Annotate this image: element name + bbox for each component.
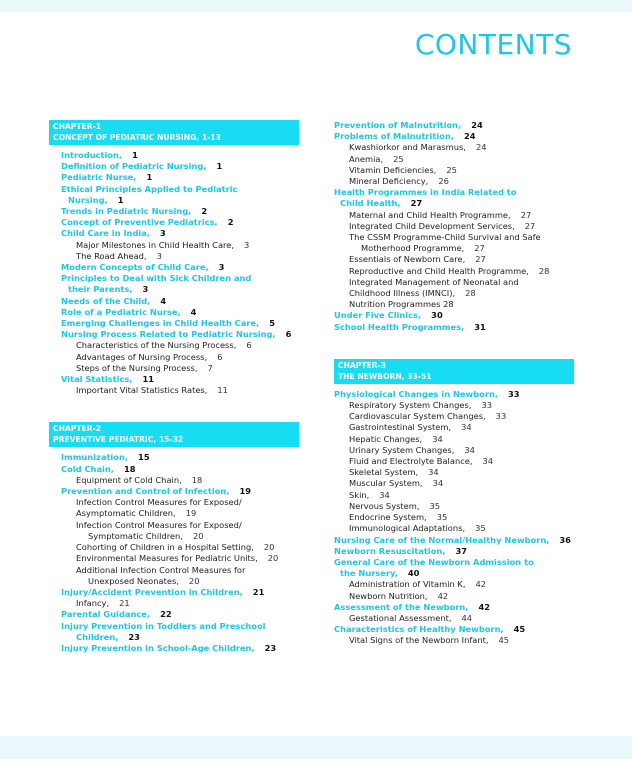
entry-title: Problems of Malnutrition, xyxy=(334,131,454,142)
toc-entry[interactable] xyxy=(49,452,299,463)
page-number: 35 xyxy=(429,500,441,511)
entry-title: Administration of Vitamin K, xyxy=(349,579,466,590)
page-number: 23 xyxy=(128,631,140,642)
toc-entry[interactable] xyxy=(49,609,299,620)
page-number: 33 xyxy=(481,400,493,411)
entry-title: Injury Prevention in School-Age Children, xyxy=(61,642,255,653)
entry-title: Immunization, xyxy=(61,452,129,463)
entry-title: The CSSM Programme-Child Survival and Safe xyxy=(349,232,541,243)
entry-title: Gastrointestinal System, xyxy=(349,422,452,433)
page-number: 2 xyxy=(227,217,234,228)
entry-title: Prevention of Malnutrition, xyxy=(334,120,462,130)
chapter-heading xyxy=(49,120,299,145)
contents-page xyxy=(0,12,632,736)
toc-entry[interactable] xyxy=(334,568,574,579)
entry-title: Injury Prevention in Toddlers and Preschool xyxy=(61,620,266,631)
page-number: 4 xyxy=(190,306,197,317)
toc-right-column xyxy=(334,120,574,647)
toc-entry[interactable] xyxy=(49,486,299,497)
toc-subentry[interactable] xyxy=(49,598,299,609)
toc-subentry[interactable] xyxy=(49,475,299,486)
entry-title: Reproductive and Child Health Programme, xyxy=(349,265,529,276)
entry-title: Motherhood Programme, xyxy=(361,243,465,254)
entry-title: Child Health, xyxy=(340,198,401,209)
page-number: 23 xyxy=(264,642,277,653)
page-number: 28 xyxy=(538,265,550,276)
page-number: 3 xyxy=(159,228,166,239)
page-number: 34 xyxy=(461,422,472,433)
entry-title: Important Vital Statistics Rates, xyxy=(76,385,208,396)
page-number: 7 xyxy=(207,362,213,373)
section-spacer xyxy=(49,396,299,409)
toc-subentry[interactable] xyxy=(49,340,299,351)
entry-title: Symptomatic Children, xyxy=(88,530,183,541)
page-number: 34 xyxy=(464,444,475,455)
toc-subentry[interactable] xyxy=(334,165,574,176)
entry-title: Concept of Preventive Pediatrics, xyxy=(61,217,218,228)
toc-subentry[interactable] xyxy=(334,467,574,478)
toc-entry[interactable] xyxy=(334,624,574,635)
chapter-number: CHAPTER-3 xyxy=(338,360,387,370)
page-number: 24 xyxy=(475,142,487,153)
page-number: 24 xyxy=(463,131,476,142)
entry-title: Principles to Deal with Sick Children and xyxy=(61,273,252,284)
entry-title: Infection Control Measures for Exposed/ xyxy=(76,497,242,508)
entry-title: Endocrine System, xyxy=(349,512,427,523)
toc-subentry[interactable] xyxy=(49,497,299,508)
toc-entry[interactable] xyxy=(49,318,299,329)
page-number: 21 xyxy=(119,598,130,609)
entry-title: Vital Statistics, xyxy=(61,374,133,385)
page-number: 25 xyxy=(446,164,457,175)
entry-title: Parental Guidance, xyxy=(61,609,151,620)
page-number: 34 xyxy=(432,433,443,444)
page-number: 6 xyxy=(285,329,292,340)
page-number: 3 xyxy=(156,250,162,261)
toc-entry[interactable] xyxy=(334,389,574,400)
toc-subentry[interactable] xyxy=(334,490,574,501)
page-number: 20 xyxy=(192,530,204,541)
page-number: 5 xyxy=(269,318,276,329)
entry-title: Gestational Assessment, xyxy=(349,612,452,623)
page-number: 27 xyxy=(524,220,536,231)
entry-title: Infection Control Measures for Exposed/ xyxy=(76,519,242,530)
toc-entry[interactable] xyxy=(49,307,299,318)
entry-title: Vital Signs of the Newborn Infant, xyxy=(349,635,489,646)
entry-title: Child Care in India, xyxy=(61,228,150,239)
toc-subentry[interactable] xyxy=(334,445,574,456)
page-number: 3 xyxy=(218,262,225,273)
toc-subentry[interactable] xyxy=(334,299,574,310)
entry-title: Hepatic Changes, xyxy=(349,433,423,444)
page-number: 28 xyxy=(465,288,476,299)
toc-subentry[interactable] xyxy=(49,520,299,531)
toc-entry[interactable] xyxy=(49,374,299,385)
entry-title: Essentials of Newborn Care, xyxy=(349,254,466,265)
page-number: 27 xyxy=(475,254,486,265)
entry-title: Prevention and Control of Infection, xyxy=(61,486,230,497)
entry-title: Integrated Management of Neonatal and xyxy=(349,276,519,287)
entry-title: Cardiovascular System Changes, xyxy=(349,411,486,422)
chapter-number: CHAPTER-1 xyxy=(53,122,102,131)
toc-entry[interactable] xyxy=(49,587,299,598)
page-number: 27 xyxy=(474,243,485,254)
page-number: 31 xyxy=(474,321,486,332)
page-number: 1 xyxy=(216,161,223,172)
toc-subentry[interactable] xyxy=(49,542,299,553)
page-number: 42 xyxy=(478,601,490,612)
entry-title: Assessment of the Newborn, xyxy=(334,601,469,612)
entry-title: the Nursery, xyxy=(340,568,398,579)
toc-subentry[interactable] xyxy=(334,176,574,187)
entry-title: The Road Ahead, xyxy=(76,250,147,261)
toc-subentry[interactable] xyxy=(334,512,574,523)
toc-entry[interactable] xyxy=(49,296,299,307)
entry-title: Advantages of Nursing Process, xyxy=(76,351,208,362)
entry-title: Immunological Adaptations, xyxy=(349,523,466,534)
entry-title: Children, xyxy=(76,631,119,642)
toc-subentry[interactable] xyxy=(49,576,299,587)
toc-subentry[interactable] xyxy=(49,251,299,262)
toc-entry[interactable] xyxy=(49,195,299,206)
toc-entry[interactable] xyxy=(334,557,574,568)
entry-title: Maternal and Child Health Programme, xyxy=(349,209,511,220)
toc-entry[interactable] xyxy=(49,464,299,475)
chapter-title: CONCEPT OF PEDIATRIC NURSING, 1-13 xyxy=(53,133,221,142)
page-number: 21 xyxy=(252,586,265,597)
toc-entry[interactable] xyxy=(49,262,299,273)
page-number: 3 xyxy=(142,284,149,295)
entry-title: Newborn Resuscitation, xyxy=(334,545,446,556)
toc-entry[interactable] xyxy=(334,546,574,557)
toc-subentry[interactable] xyxy=(49,385,299,396)
toc-subentry[interactable] xyxy=(334,422,574,433)
page-number: 34 xyxy=(482,456,494,467)
chapter-number: CHAPTER-2 xyxy=(53,424,102,434)
entry-title: Newborn Nutrition, xyxy=(349,590,428,601)
toc-subentry[interactable] xyxy=(334,221,574,232)
toc-subentry[interactable] xyxy=(334,288,574,299)
page-number: 44 xyxy=(461,612,473,623)
page-number: 36 xyxy=(559,534,571,545)
entry-title: Infancy, xyxy=(76,598,110,609)
page-number: 18 xyxy=(191,474,203,485)
entry-title: Steps of the Nursing Process, xyxy=(76,362,198,373)
entry-title: Cold Chain, xyxy=(61,463,114,474)
entry-title: Skin, xyxy=(349,489,370,500)
chapter-heading xyxy=(334,359,574,384)
page-number: 6 xyxy=(217,351,223,362)
toc-subentry[interactable] xyxy=(49,240,299,251)
entry-title: Modern Concepts of Child Care, xyxy=(61,262,209,273)
entry-title: Respiratory System Changes, xyxy=(349,400,472,411)
page-number: 25 xyxy=(393,153,404,164)
page-number: 35 xyxy=(475,523,486,534)
page-number: 26 xyxy=(438,176,449,187)
page-number: 42 xyxy=(437,590,449,601)
toc-subentry[interactable] xyxy=(334,243,574,254)
toc-subentry[interactable] xyxy=(49,508,299,519)
entry-title: Ethical Principles Applied to Pediatric xyxy=(61,183,238,194)
page-number: 20 xyxy=(267,553,279,564)
page-number: 37 xyxy=(455,545,468,556)
entry-title: Emerging Challenges in Child Health Care, xyxy=(61,318,260,329)
page-number: 34 xyxy=(379,489,390,500)
entry-title: Nursing Care of the Normal/Healthy Newborn, xyxy=(334,534,550,545)
toc-subentry[interactable] xyxy=(334,232,574,243)
entry-title: Injury/Accident Prevention in Children, xyxy=(61,586,243,597)
toc-subentry[interactable] xyxy=(334,613,574,624)
entry-title: Nursing, xyxy=(68,194,108,205)
page-number: 3 xyxy=(244,239,250,250)
page-number: 30 xyxy=(431,310,443,321)
chapter-heading xyxy=(49,422,299,447)
page-number: 6 xyxy=(246,340,252,351)
entry-title: Muscular System, xyxy=(349,478,423,489)
toc-entry[interactable] xyxy=(49,228,299,239)
entry-title: Definition of Pediatric Nursing, xyxy=(61,161,207,172)
page-number: 24 xyxy=(471,120,483,130)
toc-entry[interactable] xyxy=(49,217,299,228)
page-number: 1 xyxy=(132,150,138,160)
toc-subentry[interactable] xyxy=(334,277,574,288)
page-number: 33 xyxy=(508,388,520,399)
toc-subentry[interactable] xyxy=(334,254,574,265)
section-spacer xyxy=(334,333,574,346)
toc-entry[interactable] xyxy=(49,284,299,295)
toc-entry[interactable] xyxy=(49,206,299,217)
toc-entry[interactable] xyxy=(334,310,574,321)
entry-title: Trends in Pediatric Nursing, xyxy=(61,206,192,217)
page-number: 45 xyxy=(513,624,526,635)
toc-entry[interactable] xyxy=(49,643,299,654)
toc-entry[interactable] xyxy=(49,632,299,643)
entry-title: General Care of the Newborn Admission to xyxy=(334,556,534,567)
toc-entry[interactable] xyxy=(49,621,299,632)
toc-subentry[interactable] xyxy=(334,523,574,534)
entry-title: Under Five Clinics, xyxy=(334,310,422,321)
toc-entry[interactable] xyxy=(49,161,299,172)
entry-title: Health Programmes in India Related to xyxy=(334,187,517,198)
toc-entry[interactable] xyxy=(49,150,299,161)
entry-title: Skeletal System, xyxy=(349,467,419,478)
page-number: 34 xyxy=(432,478,444,489)
toc-subentry[interactable] xyxy=(334,210,574,221)
entry-title: Vitamin Deficiencies, xyxy=(349,164,437,175)
page-number: 19 xyxy=(185,508,197,519)
page-title: CONTENTS xyxy=(414,28,572,61)
page-number: 40 xyxy=(407,568,420,579)
entry-title: Physiological Changes in Newborn, xyxy=(334,388,499,399)
page-number: 27 xyxy=(410,198,423,209)
entry-title: Role of a Pediatric Nurse, xyxy=(61,306,181,317)
entry-title: Characteristics of the Nursing Process, xyxy=(76,340,237,351)
toc-entry[interactable] xyxy=(49,329,299,340)
toc-entry[interactable] xyxy=(334,198,574,209)
entry-title: Anemia, xyxy=(349,153,384,164)
page-number: 19 xyxy=(239,486,252,497)
page-number: 35 xyxy=(436,512,448,523)
chapter-title: PREVENTIVE PEDIATRIC, 15-32 xyxy=(53,435,184,445)
page-number: 20 xyxy=(263,542,275,553)
toc-subentry[interactable] xyxy=(334,591,574,602)
toc-entry[interactable] xyxy=(334,187,574,198)
entry-title: Introduction, xyxy=(61,150,123,160)
page-number: 45 xyxy=(498,635,510,646)
entry-title: Nervous System, xyxy=(349,500,420,511)
toc-subentry[interactable] xyxy=(49,553,299,564)
section-spacer xyxy=(334,346,574,359)
entry-title: Unexposed Neonates, xyxy=(88,575,179,586)
entry-title: Environmental Measures for Pediatric Units, xyxy=(76,553,258,564)
entry-title: Needs of the Child, xyxy=(61,295,151,306)
page-number: 11 xyxy=(142,374,155,385)
toc-entry[interactable] xyxy=(49,172,299,183)
toc-subentry[interactable] xyxy=(334,411,574,422)
page-number: 2 xyxy=(201,206,208,217)
toc-subentry[interactable] xyxy=(334,154,574,165)
toc-subentry[interactable] xyxy=(334,478,574,489)
entry-title: Additional Infection Control Measures for xyxy=(76,564,246,575)
toc-subentry[interactable] xyxy=(334,434,574,445)
toc-entry[interactable] xyxy=(334,322,574,333)
toc-entry[interactable] xyxy=(334,535,574,546)
page-number: 33 xyxy=(495,411,507,422)
page-number: 18 xyxy=(123,463,136,474)
toc-subentry[interactable] xyxy=(49,531,299,542)
page-number: 22 xyxy=(160,609,172,620)
entry-title: Equipment of Cold Chain, xyxy=(76,474,182,485)
toc-subentry[interactable] xyxy=(49,565,299,576)
toc-subentry[interactable] xyxy=(334,579,574,590)
entry-title: Nursing Process Related to Pediatric Nursing, xyxy=(61,329,276,340)
toc-entry[interactable] xyxy=(334,120,574,131)
page-number: 27 xyxy=(520,209,532,220)
page-number: 34 xyxy=(428,467,439,478)
entry-title: their Parents, xyxy=(68,284,133,295)
toc-subentry[interactable] xyxy=(334,635,574,646)
page-number: 4 xyxy=(160,295,167,306)
entry-title: Childhood Illness (IMNCI), xyxy=(349,288,456,299)
entry-title: Fluid and Electrolyte Balance, xyxy=(349,456,473,467)
entry-title: Mineral Deficiency, xyxy=(349,176,429,187)
entry-title: Major Milestones in Child Health Care, xyxy=(76,239,235,250)
entry-title: Asymptomatic Children, xyxy=(76,508,176,519)
page-number: 20 xyxy=(188,575,200,586)
entry-title: Urinary System Changes, xyxy=(349,444,455,455)
entry-title: School Health Programmes, xyxy=(334,321,465,332)
toc-entry[interactable] xyxy=(334,602,574,613)
page-number: 11 xyxy=(217,385,228,396)
toc-left-column xyxy=(49,120,299,654)
entry-title: Nutrition Programmes 28 xyxy=(349,299,454,310)
chapter-title: THE NEWBORN, 33-51 xyxy=(338,371,432,381)
page-number: 42 xyxy=(475,579,487,590)
toc-subentry[interactable] xyxy=(334,142,574,153)
toc-entry[interactable] xyxy=(334,131,574,142)
toc-subentry[interactable] xyxy=(334,266,574,277)
section-spacer xyxy=(49,409,299,422)
entry-title: Cohorting of Children in a Hospital Setting, xyxy=(76,542,254,553)
toc-entry[interactable] xyxy=(49,184,299,195)
toc-subentry[interactable] xyxy=(334,400,574,411)
page-number: 1 xyxy=(117,194,124,205)
entry-title: Integrated Child Development Services, xyxy=(349,220,515,231)
entry-title: Kwashiorkor and Marasmus, xyxy=(349,142,466,153)
page-number: 1 xyxy=(146,172,153,183)
toc-entry[interactable] xyxy=(49,273,299,284)
toc-subentry[interactable] xyxy=(334,501,574,512)
page-number: 15 xyxy=(138,452,150,463)
toc-subentry[interactable] xyxy=(49,363,299,374)
toc-subentry[interactable] xyxy=(334,456,574,467)
toc-subentry[interactable] xyxy=(49,352,299,363)
entry-title: Characteristics of Healthy Newborn, xyxy=(334,624,504,635)
entry-title: Pediatric Nurse, xyxy=(61,172,137,183)
